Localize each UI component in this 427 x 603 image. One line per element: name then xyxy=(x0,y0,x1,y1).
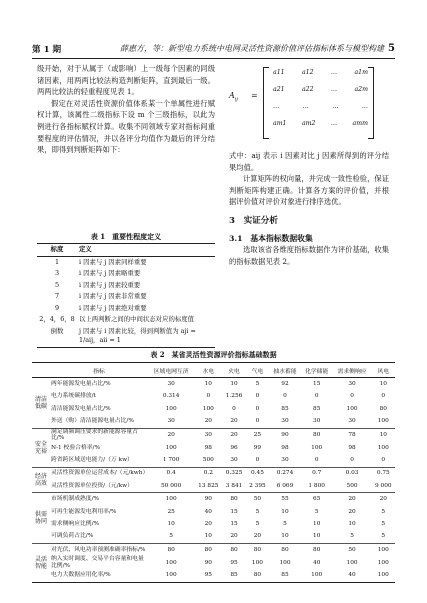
indicator-cell: 满足调频调压要求的新能源容量占比/% xyxy=(51,428,138,442)
value-cell: 0 xyxy=(246,415,269,428)
value-cell: 10 xyxy=(379,431,387,438)
matrix-entry: … xyxy=(273,103,280,110)
matrix-entry: am2 xyxy=(301,120,316,127)
table1-definition-cell: i 因素与 j 因素绝对重要 xyxy=(79,303,147,312)
value-cell: 5 xyxy=(314,508,319,515)
value-cell: 0.45 xyxy=(250,470,264,477)
value-cell: 10 xyxy=(230,380,238,387)
value-cell: 85 xyxy=(281,405,289,412)
category-cell: 经济高效 xyxy=(32,467,50,493)
table2-caption: 表 2 某省灵活性资源评价指标基础数据 xyxy=(150,350,277,359)
table1-scale-cell: 1 xyxy=(54,257,60,266)
value-cell: 40 xyxy=(313,559,321,566)
table2-header-indicator: 指标 xyxy=(50,363,148,378)
table2-header-resource: 气电 xyxy=(246,363,269,378)
value-cell: 0.2 xyxy=(203,470,213,477)
value-cell: 30 xyxy=(269,454,301,467)
value-cell: 25 xyxy=(167,508,175,515)
table2-row xyxy=(32,403,395,415)
table2-header-resource: 风电 xyxy=(372,363,395,378)
table2-row xyxy=(32,506,395,518)
value-cell: 1.256 xyxy=(225,393,243,400)
running-title: 薛惠方，等：新型电力系统中电网灵活性资源价值评估指标体系与模型构建 xyxy=(120,44,384,53)
indicator-cell: 电力大数据应用化率/% xyxy=(50,569,148,582)
value-cell: 10 xyxy=(379,380,387,387)
value-cell: 98 xyxy=(281,444,289,451)
value-cell: 9 000 xyxy=(372,480,395,493)
value-cell: 80 xyxy=(379,405,387,412)
value-cell: 20 xyxy=(348,508,356,515)
indicator-cell: 灵活性资源单位投资/（元/kw） xyxy=(50,480,148,493)
category-cell: 清洁低碳 xyxy=(32,378,50,429)
table2-header-resource: 水电 xyxy=(194,363,222,378)
indicator-cell: 外送（购）清洁能源电量占比/% xyxy=(50,415,148,428)
value-cell: 3 841 xyxy=(222,480,245,493)
value-cell: 55 xyxy=(281,496,289,503)
table2-row xyxy=(32,543,395,556)
indicator-cell: 电力系统碳排放/t xyxy=(51,393,96,400)
matrix-entry: a22 xyxy=(301,86,314,93)
value-cell: 5 xyxy=(148,530,194,543)
value-cell: 0 xyxy=(314,393,319,400)
value-cell: 30 xyxy=(348,380,356,387)
value-cell: 20 xyxy=(222,415,245,428)
table1-scale-cell: 7 xyxy=(54,292,60,300)
value-cell: 0.03 xyxy=(345,470,359,477)
value-cell: 5 xyxy=(283,520,287,527)
value-cell: 80 xyxy=(313,431,321,438)
matrix-entry: a11 xyxy=(273,69,285,76)
value-cell: 15 xyxy=(230,508,238,515)
table1-row xyxy=(37,303,215,315)
table2-row xyxy=(32,428,395,442)
value-cell: 5 xyxy=(381,520,386,527)
value-cell: 95 xyxy=(194,569,222,582)
value-cell: 500 xyxy=(194,454,222,467)
issue-number: 第 1 期 xyxy=(32,45,62,55)
table1-definition-cell: 以上两判断之间的中间状态对应的标度值 xyxy=(79,315,195,323)
value-cell: 80 xyxy=(230,546,238,553)
value-cell: 30 xyxy=(333,415,372,428)
table1-header-definition: 定义 xyxy=(79,245,92,253)
value-cell: 100 xyxy=(346,559,358,566)
value-cell: 50 000 xyxy=(148,480,194,493)
table1-definition-cell: i 因素与 j 因素较重要 xyxy=(79,280,141,289)
paragraph-where: 式中：aij 表示 i 因素对比 j 因素所得到的评分结果均值。 xyxy=(229,151,389,172)
value-cell: 5 xyxy=(372,530,395,543)
value-cell: 99 xyxy=(253,444,262,451)
indicator-cell: 需求侧响应比例/% xyxy=(51,520,100,527)
value-cell: 95 xyxy=(230,559,238,566)
value-cell: 100 xyxy=(346,405,358,412)
matrix-entry: am1 xyxy=(273,120,287,127)
value-cell: 20 xyxy=(379,496,387,503)
matrix-entry: … xyxy=(332,103,339,110)
matrix-entry: a1m xyxy=(354,69,368,76)
table1-header-scale: 标度 xyxy=(50,245,64,253)
value-cell: 0 xyxy=(333,454,372,467)
indicator-cell: 清洁能源发电量占比/% xyxy=(51,405,111,412)
paragraph-assumption: 假定在对灵活性资源价值体系某一个单属性进行赋权计算，该属性二级指标下设 m 个三级指标，以此为例进行各指标赋权计算。收集不同领域专家对指标间重要程度的评估情况，并以各评分均值作为最后的评分结果，即得到判断矩阵如下： xyxy=(37,98,215,155)
paragraph-data-collection: 选取该省各维度指标数据作为评价基础，收集的指标数据见表 2。 xyxy=(229,245,389,266)
value-cell: 100 xyxy=(301,569,333,582)
table2-row xyxy=(32,454,395,467)
value-cell: 10 xyxy=(348,520,356,527)
table1-definition-cell: i 因素与 j 因素非常重要 xyxy=(79,292,147,300)
indicator-cell: 两年能源发电量占比/% xyxy=(51,380,111,387)
value-cell: 5 xyxy=(333,530,372,543)
matrix-row xyxy=(273,120,368,137)
value-cell: 500 xyxy=(333,480,372,493)
value-cell: 10 xyxy=(313,520,321,527)
value-cell: 0 xyxy=(283,393,287,400)
value-cell: 90 xyxy=(281,431,289,438)
table1-definition-cell: j 因素与 i 因素比较，得到判断值为 aji = 1/aij，aii = 1 xyxy=(79,326,196,344)
value-cell: 100 xyxy=(311,444,323,451)
value-cell: 20 xyxy=(230,431,238,438)
table1-row xyxy=(37,256,215,268)
table1-row xyxy=(37,314,215,326)
value-cell: 100 xyxy=(377,444,389,451)
value-cell: 80 xyxy=(313,546,321,553)
value-cell: 10 xyxy=(194,530,222,543)
matrix-entry: amm xyxy=(352,120,368,127)
table2-header-category xyxy=(32,363,50,378)
value-cell: 100 xyxy=(165,405,177,412)
category-cell: 安全充裕 xyxy=(32,428,50,467)
value-cell: 10 xyxy=(167,520,175,527)
table2-row xyxy=(32,390,395,402)
matrix-entry: … xyxy=(361,103,368,110)
table2-row xyxy=(32,556,395,569)
value-cell: 100 xyxy=(377,559,389,566)
value-cell: 0 xyxy=(232,405,236,412)
value-cell: 40 xyxy=(333,569,372,582)
value-cell: 65 xyxy=(313,496,321,503)
table1-scale-cell: 3 xyxy=(54,269,60,277)
value-cell: 80 xyxy=(246,569,269,582)
paragraph-continued: 级开始，对于从属于（或影响）上一级每个因素的同级诸因素，用两两比较法构造判断矩阵，直到最后一级。两两比较法的轻重程度见表 1。 xyxy=(37,64,215,97)
section-heading: 3 实证分析 xyxy=(229,215,278,226)
value-cell: 20 xyxy=(348,496,356,503)
value-cell: 0.4 xyxy=(166,470,176,477)
value-cell: 30 xyxy=(269,415,301,428)
value-cell: 20 xyxy=(194,415,222,428)
value-cell: 5 xyxy=(255,508,260,515)
value-cell: 98 xyxy=(348,444,356,451)
value-cell: 0.274 xyxy=(276,470,294,477)
value-cell: 90 xyxy=(204,559,212,566)
value-cell: 100 xyxy=(377,546,389,553)
table2-row xyxy=(32,415,395,428)
value-cell: 50 xyxy=(253,496,262,503)
value-cell: 20 xyxy=(222,530,245,543)
table1-scale-cell: 倒数 xyxy=(50,326,64,335)
value-cell: 25 xyxy=(253,431,262,438)
table2-header-resource: 抽水蓄能 xyxy=(269,363,301,378)
value-cell: 90 xyxy=(204,496,212,503)
table2-row xyxy=(32,518,395,530)
matrix-entry: a12 xyxy=(301,69,314,76)
value-cell: 100 xyxy=(251,559,263,566)
matrix-entry: a21 xyxy=(273,86,285,93)
table2-header-resource: 区域电网互济 xyxy=(148,363,194,378)
value-cell: 20 xyxy=(204,520,212,527)
value-cell: 0.75 xyxy=(376,470,390,477)
table2-row xyxy=(32,467,395,480)
value-cell: 100 xyxy=(165,559,177,566)
value-cell: 40 xyxy=(204,508,212,515)
table1-scale-cell: 5 xyxy=(54,280,60,289)
table2-row xyxy=(32,493,395,506)
value-cell: 100 xyxy=(372,415,395,428)
table1-scale-cell: 2，4，6，8 xyxy=(39,315,75,323)
table1-row xyxy=(37,280,215,292)
right-column xyxy=(229,150,389,267)
value-cell: 0 xyxy=(372,454,395,467)
value-cell: 0 xyxy=(206,393,211,400)
value-cell: 5 xyxy=(255,380,260,387)
value-cell: 80 xyxy=(204,546,212,553)
value-cell: 85 xyxy=(222,569,245,582)
importance-scale-table xyxy=(37,243,215,348)
value-cell: 10 xyxy=(301,530,333,543)
value-cell: 100 xyxy=(165,496,177,503)
value-cell: 6 069 xyxy=(269,480,301,493)
table1-row xyxy=(37,326,215,348)
value-cell: 30 xyxy=(204,431,212,438)
category-cell: 灵活智能 xyxy=(32,543,50,582)
judgment-matrix xyxy=(229,63,389,148)
value-cell: 20 xyxy=(167,431,175,438)
value-cell: 0 xyxy=(381,393,386,400)
subsection-heading: 3.1 基本指标数据收集 xyxy=(229,233,313,243)
equals-sign: = xyxy=(251,91,258,100)
right-bracket xyxy=(368,67,374,139)
value-cell: 2 395 xyxy=(246,480,269,493)
table1-definition-cell: i 因素与 j 因素略重要 xyxy=(79,269,141,277)
value-cell: 80 xyxy=(253,546,262,553)
value-cell: 80 xyxy=(230,496,238,503)
category-cell: 供需协同 xyxy=(32,493,50,544)
table2-row xyxy=(32,442,395,454)
value-cell: 80 xyxy=(167,546,175,553)
value-cell: 100 xyxy=(165,444,177,451)
indicator-cell: 可再生能源发电利用率/% xyxy=(51,508,117,515)
table1-row xyxy=(37,291,215,303)
value-cell: 96 xyxy=(230,444,238,451)
indicator-cell: N-1 校验合格率/% xyxy=(51,444,101,451)
matrix-entry: a2m xyxy=(354,86,368,93)
value-cell: 0 xyxy=(255,393,260,400)
value-cell: 85 xyxy=(313,405,321,412)
value-cell: 10 xyxy=(269,530,301,543)
value-cell: 0.314 xyxy=(162,393,180,400)
value-cell: 0.7 xyxy=(312,470,322,477)
page-number: 5 xyxy=(388,43,395,54)
table1-definition-cell: i 因素与 j 因素同样重要 xyxy=(79,257,147,266)
paragraph-weight-vector: 计算矩阵的权向量，并完成一致性检验，保证判断矩阵构建正确。计算各方案的评价值，并根据评价值对评价对象进行排序选优。 xyxy=(229,174,389,207)
value-cell: 30 xyxy=(148,415,194,428)
matrix-entries xyxy=(273,69,368,137)
value-cell: 0 xyxy=(255,405,260,412)
matrix-entry: … xyxy=(330,120,338,127)
value-cell: 100 xyxy=(202,405,214,412)
value-cell: 50 xyxy=(348,546,356,553)
table2-header-resource: 化学储能 xyxy=(301,363,333,378)
indicator-cell: 对光伏、风电功率预测准确率指标/% xyxy=(51,546,146,553)
value-cell: 0.325 xyxy=(225,470,243,477)
table1-row xyxy=(37,268,215,280)
table2-row xyxy=(32,530,395,543)
indicator-cell: 灵活性资源单位运营成本/（元/kwh） xyxy=(51,470,149,477)
value-cell: 100 xyxy=(148,569,194,582)
matrix-row xyxy=(273,103,368,120)
value-cell: 85 xyxy=(269,569,301,582)
value-cell: 100 xyxy=(372,569,395,582)
left-bracket xyxy=(263,67,269,139)
matrix-entry: … xyxy=(302,103,309,110)
value-cell: 100 xyxy=(279,559,291,566)
value-cell: 1 700 xyxy=(148,454,194,467)
header-rule xyxy=(32,58,395,59)
value-cell: 0 xyxy=(301,454,333,467)
indicator-cell: 跨省跨区域送电能力/（万 kw） xyxy=(50,454,148,467)
table2-row xyxy=(32,378,395,391)
value-cell: 10 xyxy=(204,380,212,387)
value-cell: 13 825 xyxy=(194,480,222,493)
value-cell: 1 800 xyxy=(301,480,333,493)
value-cell: 15 xyxy=(313,380,321,387)
table2-row xyxy=(32,480,395,493)
left-column xyxy=(37,63,215,156)
table2-header-resource: 火电 xyxy=(222,363,245,378)
indicator-data-table xyxy=(32,362,395,583)
running-header xyxy=(32,43,395,57)
value-cell: 30 xyxy=(222,454,245,467)
indicator-cell: 纳入实时调度、交易平台容量和电量比例/% xyxy=(51,556,144,569)
value-cell: 5 xyxy=(255,520,260,527)
value-cell: 92 xyxy=(281,380,289,387)
indicator-cell: 可调负荷占比/% xyxy=(50,530,148,543)
value-cell: 78 xyxy=(348,431,356,438)
value-cell: 80 xyxy=(281,546,289,553)
matrix-entry: … xyxy=(330,69,338,76)
value-cell: 15 xyxy=(230,520,238,527)
indicator-cell: 市场机制成熟度/% xyxy=(51,496,100,503)
matrix-row xyxy=(273,69,368,86)
table2-header-resource: 需求侧响应 xyxy=(333,363,372,378)
table1-caption: 表 1 重要性程度定义 xyxy=(90,232,162,241)
value-cell: 10 xyxy=(281,508,289,515)
table2-row xyxy=(32,569,395,582)
value-cell: 30 xyxy=(301,415,333,428)
value-cell: 20 xyxy=(246,530,269,543)
matrix-label: $A_{ij}$ xyxy=(229,91,238,103)
value-cell: 5 xyxy=(381,508,386,515)
matrix-row xyxy=(273,86,368,103)
value-cell: 30 xyxy=(167,380,175,387)
table1-scale-cell: 9 xyxy=(54,303,60,312)
value-cell: 0 xyxy=(246,454,269,467)
value-cell: 98 xyxy=(204,444,212,451)
matrix-entry: … xyxy=(330,86,338,93)
value-cell: 0 xyxy=(350,393,354,400)
